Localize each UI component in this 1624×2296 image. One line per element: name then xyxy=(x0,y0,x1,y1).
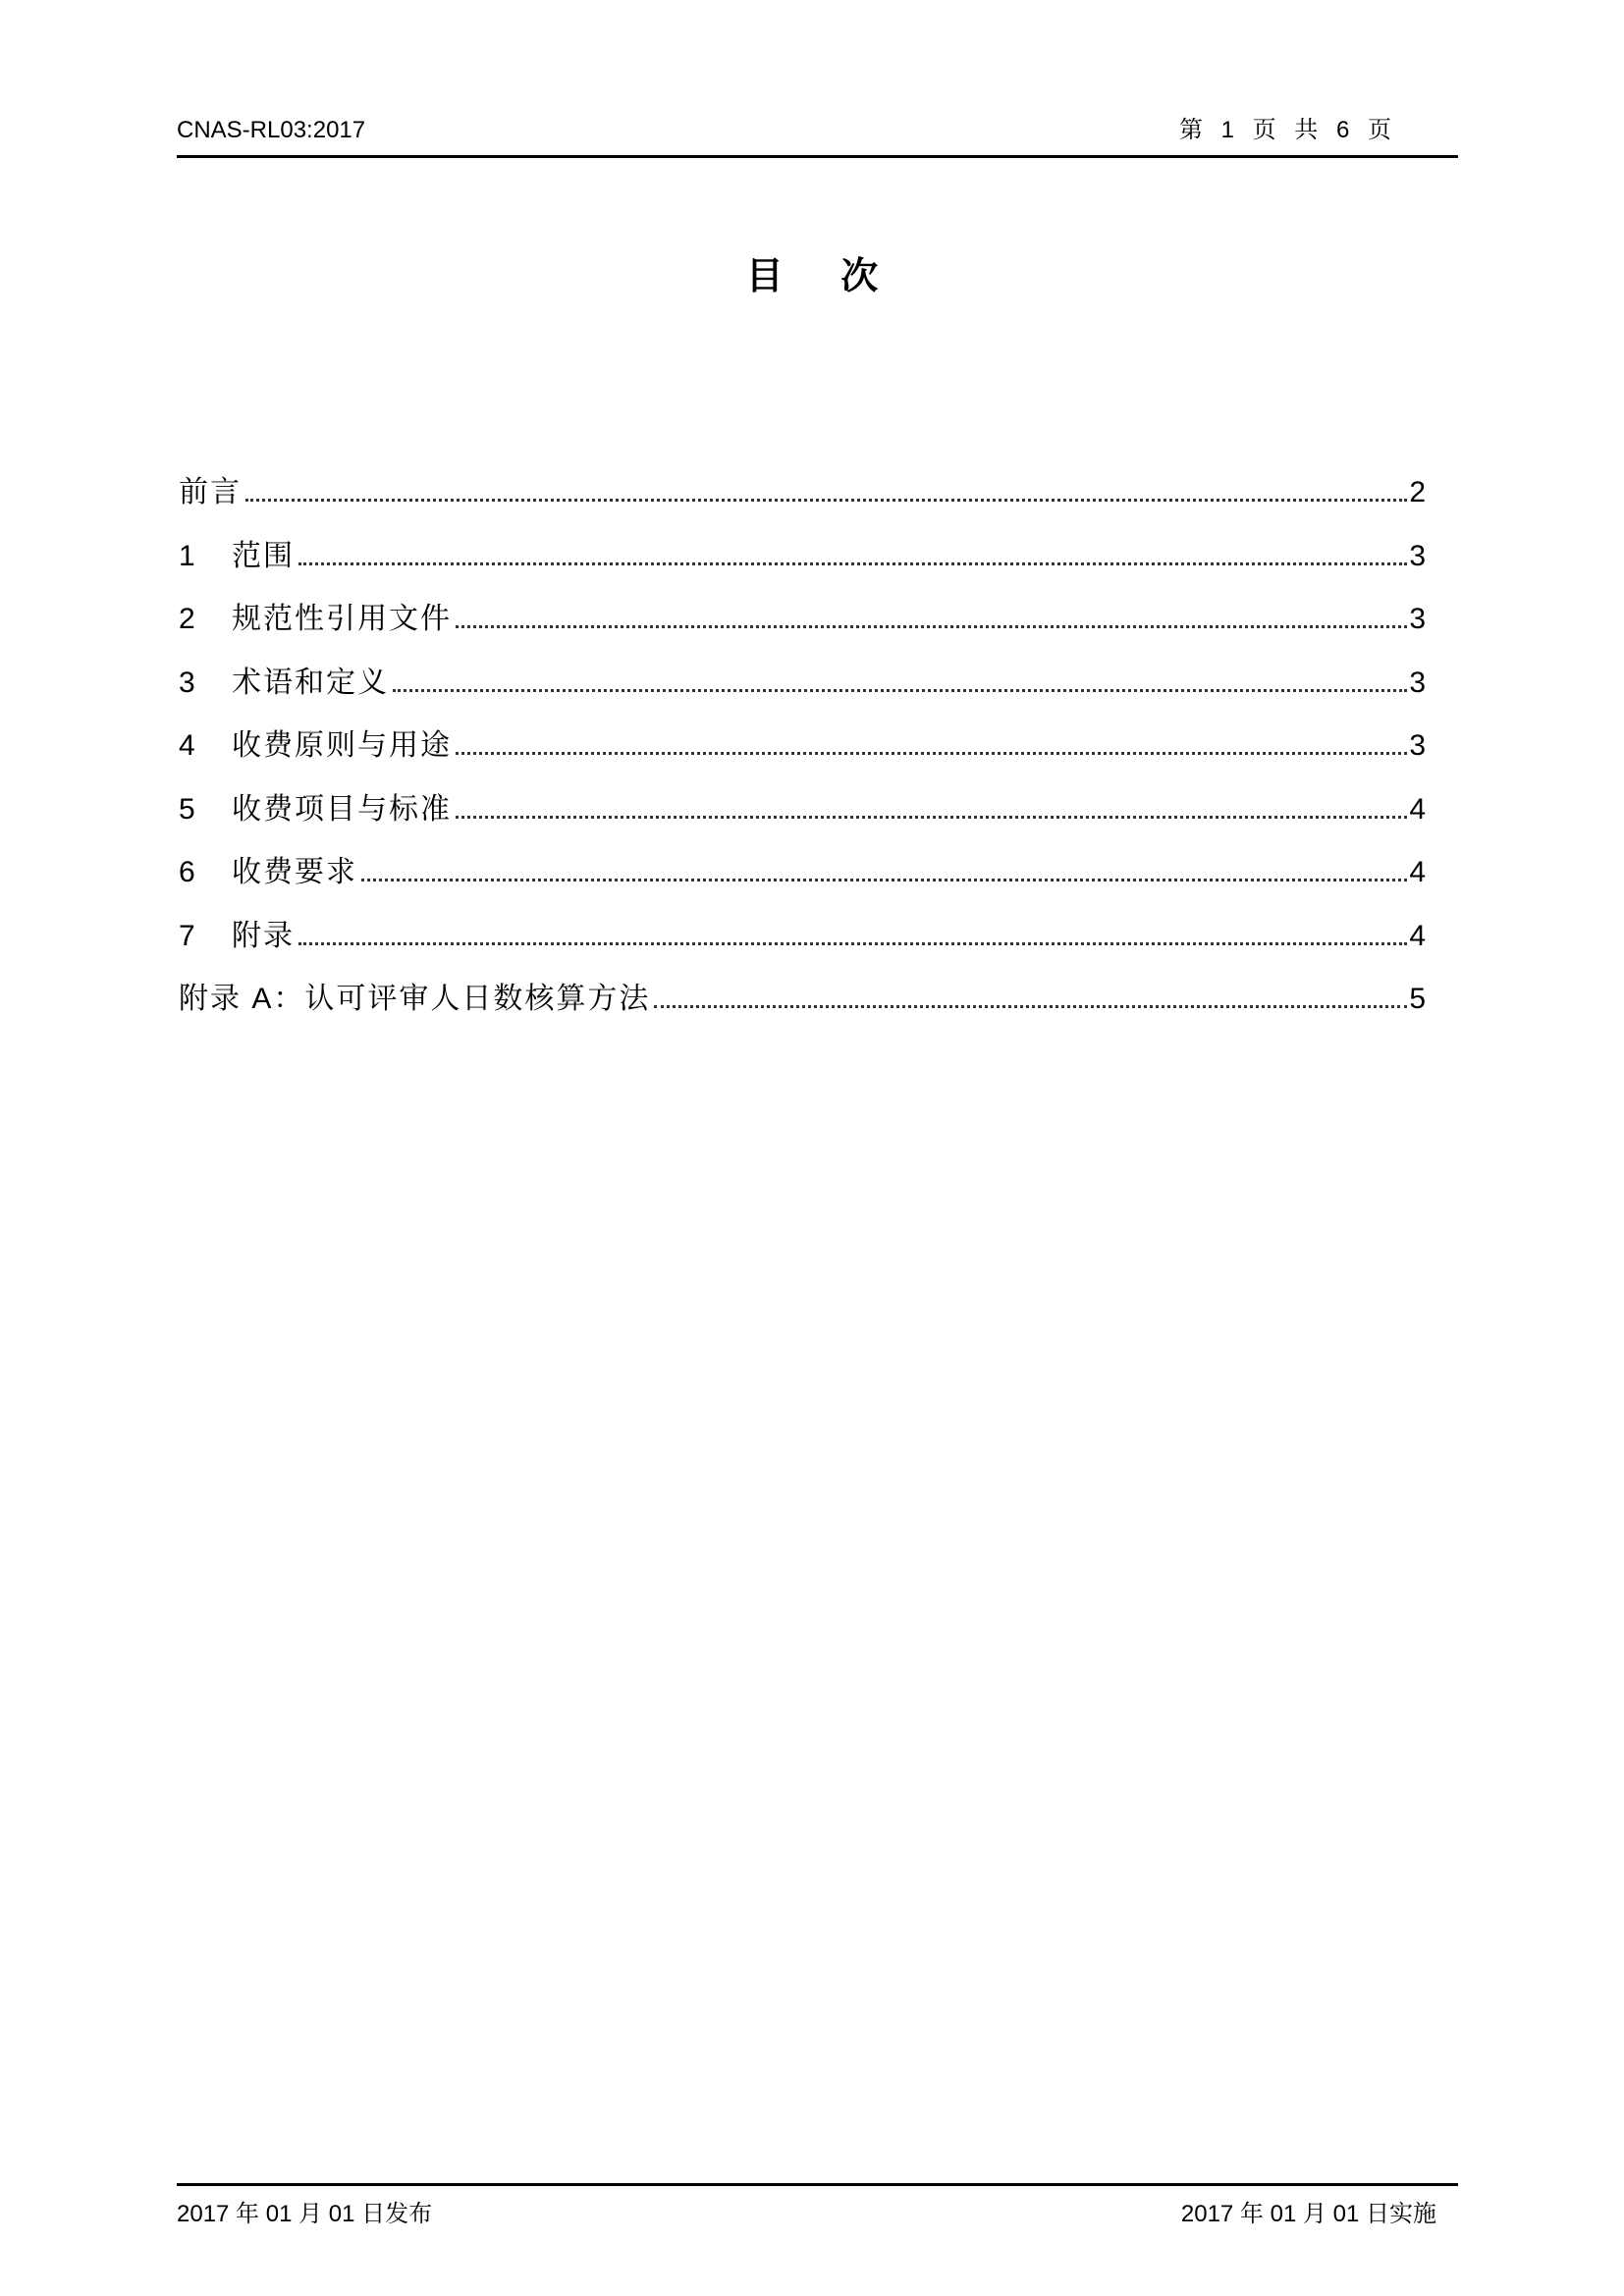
toc-leader-dots xyxy=(456,625,1407,628)
toc-section-number: 6 xyxy=(179,856,195,888)
toc-leader-dots xyxy=(361,879,1407,881)
toc-entry-terms-definitions[interactable] xyxy=(179,664,1426,727)
toc-title: 目 次 xyxy=(745,256,902,297)
toc-page-number: 5 xyxy=(1409,983,1426,1015)
toc-page-number: 4 xyxy=(1409,919,1426,952)
toc-leader-dots xyxy=(456,752,1407,755)
toc-entry-label: 收费项目与标准 xyxy=(232,792,452,826)
toc-entry-appendix[interactable] xyxy=(179,917,1426,981)
toc-leader-dots xyxy=(393,689,1407,692)
toc-entry-label: 范围 xyxy=(232,539,295,572)
toc-page-number: 3 xyxy=(1409,729,1426,762)
toc-section-number: 3 xyxy=(179,666,195,699)
toc-section-number: 5 xyxy=(179,792,195,826)
page-header xyxy=(177,116,1458,158)
effective-date: 2017 年 01 月 01 日实施 xyxy=(1180,2201,1436,2227)
toc-page-number: 4 xyxy=(1409,792,1426,826)
document-code: CNAS-RL03:2017 xyxy=(177,117,366,143)
table-of-contents xyxy=(179,473,1426,1043)
toc-section-number: 7 xyxy=(179,919,195,952)
toc-entry-fee-principles[interactable] xyxy=(179,726,1426,790)
toc-entry-label: 规范性引用文件 xyxy=(232,603,452,635)
toc-leader-dots xyxy=(456,816,1407,819)
toc-section-number: 4 xyxy=(179,729,195,762)
toc-leader-dots xyxy=(298,562,1407,565)
toc-section-number: 1 xyxy=(179,539,195,572)
toc-entry-appendix-a[interactable] xyxy=(179,980,1426,1043)
toc-page-number: 3 xyxy=(1409,603,1426,635)
toc-entry-label: 前言 xyxy=(179,476,242,508)
toc-entry-label: 收费原则与用途 xyxy=(232,729,452,762)
toc-leader-dots xyxy=(298,942,1407,945)
toc-section-number: 2 xyxy=(179,603,195,635)
toc-entry-label: 附录 xyxy=(232,919,295,952)
toc-entry-fee-requirements[interactable] xyxy=(179,853,1426,917)
toc-entry-label: 附录 A：认可评审人日数核算方法 xyxy=(179,983,651,1015)
toc-entry-label: 术语和定义 xyxy=(232,666,389,699)
toc-leader-dots xyxy=(245,499,1407,502)
toc-page-number: 4 xyxy=(1409,856,1426,888)
toc-leader-dots xyxy=(654,1005,1407,1008)
toc-page-number: 2 xyxy=(1409,476,1426,508)
page-footer xyxy=(177,2183,1458,2225)
page-number-info: 第 1 页 共 6 页 xyxy=(1178,117,1397,143)
toc-entry-label: 收费要求 xyxy=(232,856,357,888)
toc-page-number: 3 xyxy=(1409,666,1426,699)
toc-entry-normative-references[interactable] xyxy=(179,600,1426,664)
publish-date: 2017 年 01 月 01 日发布 xyxy=(177,2201,433,2227)
toc-entry-fee-items[interactable] xyxy=(179,790,1426,854)
toc-entry-preface[interactable] xyxy=(179,473,1426,537)
toc-page-number: 3 xyxy=(1409,539,1426,572)
toc-entry-scope[interactable] xyxy=(179,537,1426,601)
